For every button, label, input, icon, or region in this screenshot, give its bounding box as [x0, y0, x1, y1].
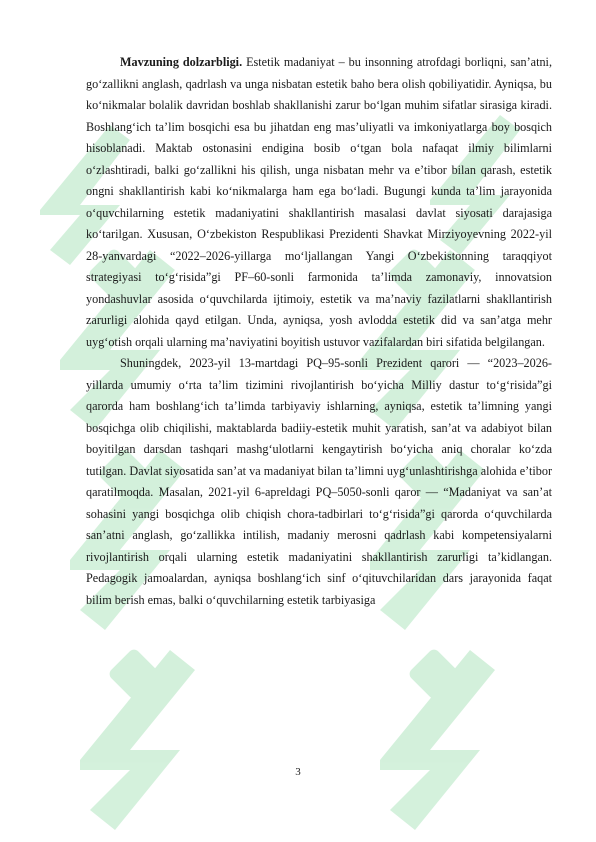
paragraph-relevance-text: Estetik madaniyat – bu insonning atrofdagi borliqni, san’atni, go‘zallikni anglash, qadrlash va unga nisbatan estetik baho bera olish qobiliyatidir. Ayniqsa, bu ko‘nikmalar bolalik davridan boshlab shakllanishi zarur bo‘lgan muhim sifatlar sirasiga kiradi. Boshlang‘ich ta’lim bosqichi esa bu jihatdan eng mas’uliyatli va imkoniyatlarga boy bosqich hisoblanadi. Maktab ostonasini endigina bosib o‘tgan bola nafaqat ilmiy bilimlarni o‘zlashtiradi, balki go‘zallikni his qilish, unga nisbatan mehr va e’tibor bilan qarash, estetik ongni shakllantirish kabi ko‘nikmalarga ham ega bo‘ladi. Bugungi kunda ta’lim jarayonida o‘quvchilarning estetik madaniyatini shakllantirish masalasi davlat siyosati darajasiga ko‘tarilgan. Xususan, O‘zbekiston Respublikasi Prezidenti Shavkat Mirziyoyevning 2022-yil 28-yanvardagi “2022–2026-yillarga mo‘ljallangan Yangi O‘zbekistonning taraqqiyot strategiyasi to‘g‘risida”gi PF–60-sonli farmonida ta’limda zamonaviy, innovatsion yondashuvlar asosida o‘quvchilarda ijtimoiy, estetik va ma’naviy fazilatlarni shakllantirish zarurligi alohida qayd etilgan. Unda, ayniqsa, yosh avlodda estetik did va san’atga mehr uyg‘otish orqali ularning ma’naviyatini boyitish ustuvor vazifalardan biri sifatida belgilangan. [86, 55, 552, 349]
paragraph-lead-heading: Mavzuning dolzarbligi. [120, 55, 243, 69]
page-number: 3 [295, 766, 301, 778]
body-text [86, 52, 552, 611]
paragraph-decrees: Shuningdek, 2023-yil 13-martdagi PQ–95-sonli Prezident qarori — “2023–2026-yillarda umumiy o‘rta ta’lim tizimini rivojlantirish bo‘yicha Milliy dastur to‘g‘risida”gi qarorda ham boshlang‘ich ta’limda tarbiyaviy ishlarning, ayniqsa, estetik ta’limning yangi bosqichga olib chiqilishi, maktablarda badiiy-estetik muhit yaratish, san’at va adabiyot bilan boyitilgan darsdan tashqari mashg‘ulotlarni kengaytirish bo‘yicha aniq choralar ko‘zda tutilgan. Davlat siyosatida san’at va madaniyat bilan ta’limni uyg‘unlashtirishga alohida e’tibor qaratilmoqda. Masalan, 2021-yil 6-apreldagi PQ–5050-sonli qaror — “Madaniyat va san’at sohasini yangi bosqichga olib chiqish chora-tadbirlari to‘g‘risida”gi qarorda o‘quvchilarda san’atni anglash, go‘zallikka intilish, madaniy merosni qadrlash kabi kompetensiyalarni rivojlantirish orqali ularning estetik madaniyatini shakllantirish zarurligi ta’kidlangan. Pedagogik jamoalardan, ayniqsa boshlang‘ich sinf o‘qituvchilaridan dars jarayonida faqat bilim berish emas, balki o‘quvchilarning estetik tarbiyasiga [86, 356, 552, 607]
paragraph-relevance [86, 52, 552, 353]
